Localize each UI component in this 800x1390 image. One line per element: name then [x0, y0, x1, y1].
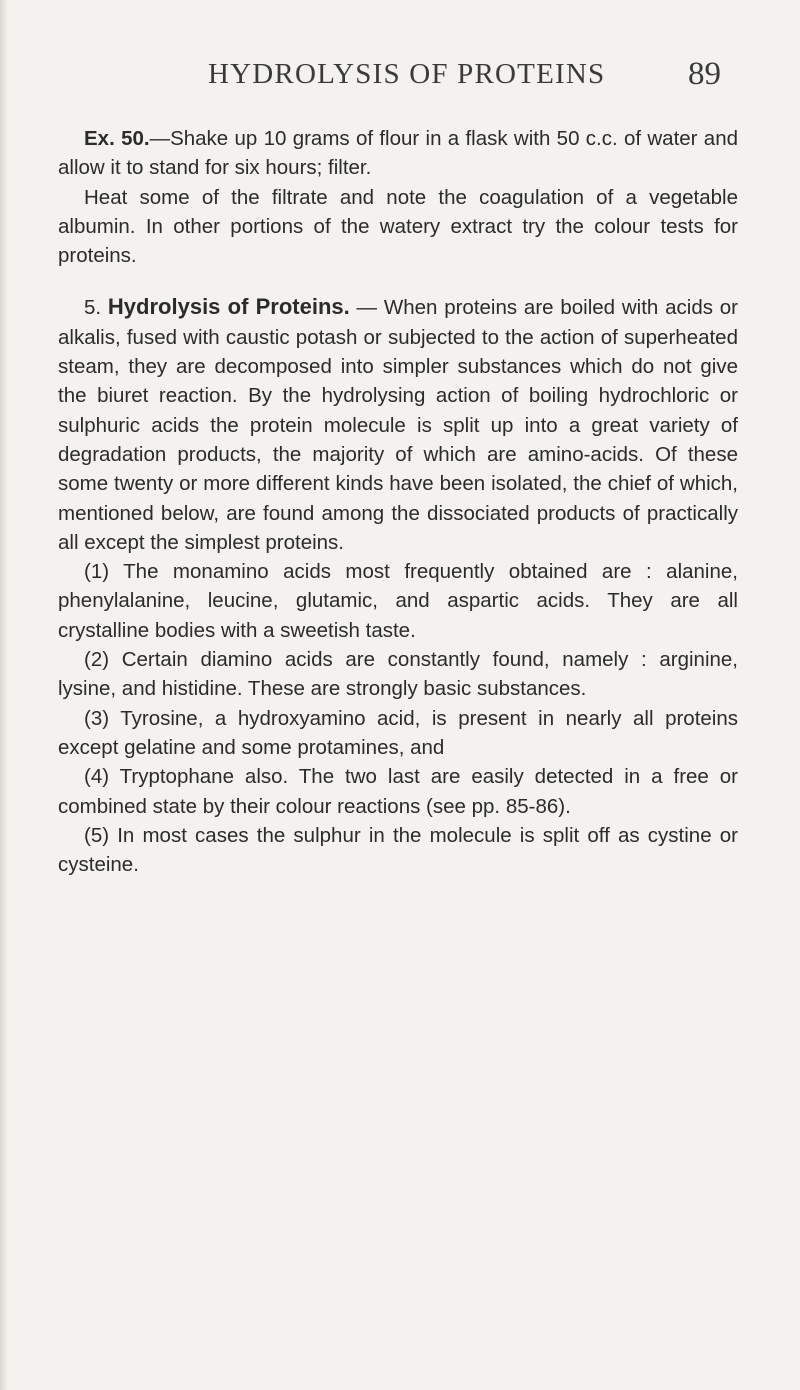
- page-body: [58, 124, 738, 879]
- section-intro: — When proteins are boiled with acids or alkalis, fused with caustic potash or subjected to the action of superheated steam, they are decomposed into simpler substances which do not give the biuret reaction. By the hydrolysing action of boiling hydrochloric or sulphuric acids the protein molecule is split up into a great variety of degradation products, the majority of which are amino-acids. Of these some twenty or more different kinds have been isolated, the chief of which, mentioned below, are found among the dissociated products of practically all except the simplest proteins.: [58, 296, 738, 554]
- section-title: Hydrolysis of Proteins.: [107, 294, 350, 320]
- list-item: (1) The monamino acids most frequently obtained are : alanine, phenylalanine, leucine, glutamic, and aspartic acids. They are all crystalline bodies with a sweetish taste.: [58, 560, 738, 642]
- exercise-text: —Shake up 10 grams of flour in a flask with 50 c.c. of water and allow it to stand for six hours; filter.: [58, 127, 738, 180]
- list-item: (4) Tryptophane also. The two last are easily detected in a free or combined state by their colour reactions (see pp. 85-86).: [58, 765, 738, 818]
- exercise-label: Ex. 50.: [84, 127, 150, 150]
- exercise-paragraph-2: Heat some of the filtrate and note the coagulation of a vegetable albumin. In other portions of the watery extract try the colour tests for proteins.: [58, 185, 738, 268]
- list-item: (5) In most cases the sulphur in the molecule is split off as cystine or cysteine.: [58, 823, 738, 877]
- list-item: (2) Certain diamino acids are constantly found, namely : arginine, lysine, and histidine. These are strongly basic substances.: [58, 648, 738, 701]
- running-head: HYDROLYSIS OF PROTEINS: [208, 58, 606, 90]
- exercise-paragraph: [58, 124, 738, 183]
- list-item: (3) Tyrosine, a hydroxyamino acid, is present in nearly all proteins except gelatine and some protamines, and: [58, 706, 738, 759]
- section-paragraph: [58, 292, 738, 557]
- page-number: 89: [688, 56, 721, 92]
- page-header: [0, 58, 800, 98]
- section-number: 5.: [84, 296, 102, 320]
- page-edge: [0, 0, 8, 1390]
